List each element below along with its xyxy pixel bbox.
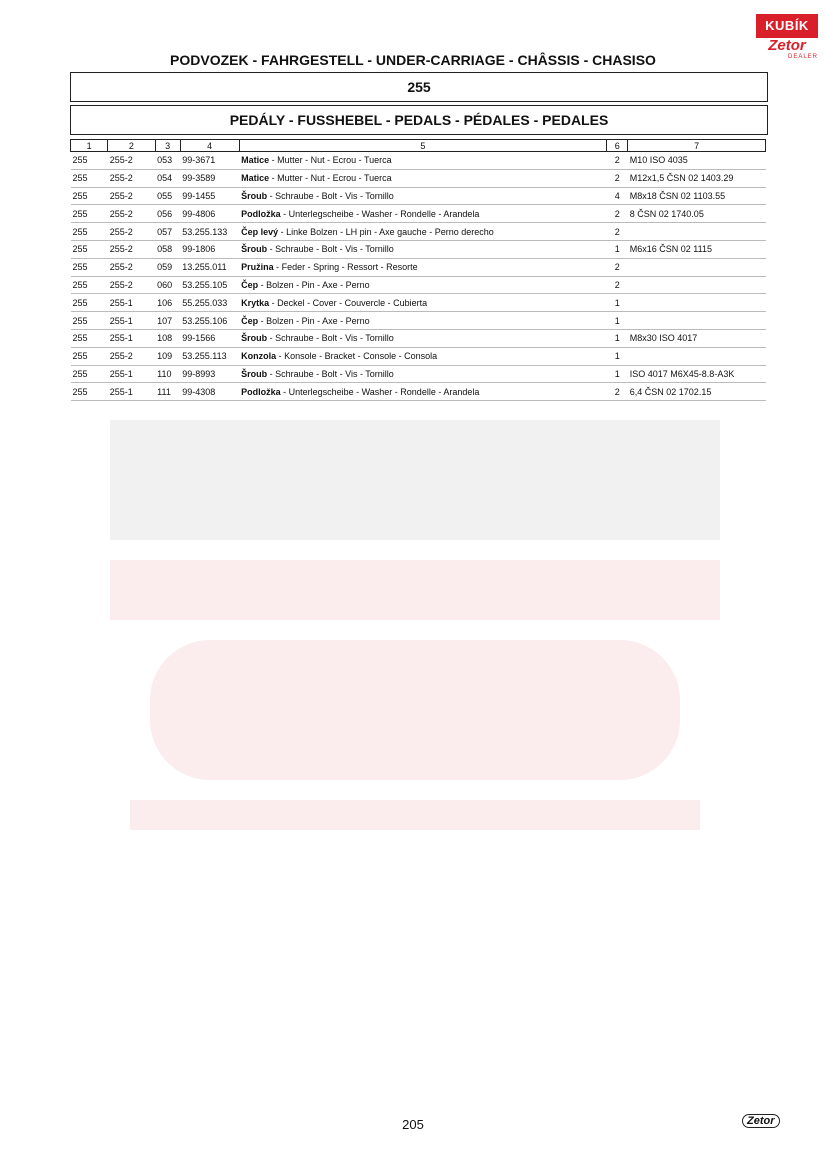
cell-c1: 255: [71, 312, 108, 330]
cell-c4: 53.255.106: [180, 312, 239, 330]
table-row: [71, 240, 766, 258]
cell-description: [239, 169, 607, 187]
cell-c7: [628, 223, 766, 241]
cell-c1: 255: [71, 240, 108, 258]
description-czech: Šroub: [241, 333, 268, 344]
description-translations: - Unterlegscheibe - Washer - Rondelle - Arandela: [280, 208, 480, 219]
description-czech: Pružina: [241, 262, 274, 273]
table-row: [71, 294, 766, 312]
cell-description: [239, 152, 607, 170]
cell-c6: 1: [607, 240, 628, 258]
description-translations: - Deckel - Cover - Couvercle - Cubierta: [269, 297, 428, 308]
column-header: 3: [155, 140, 180, 152]
cell-c3: 109: [155, 347, 180, 365]
cell-description: [239, 258, 607, 276]
description-czech: Šroub: [241, 244, 268, 255]
column-header: 2: [108, 140, 155, 152]
cell-description: [239, 276, 607, 294]
cell-c1: 255: [71, 276, 108, 294]
cell-c2: 255-2: [108, 347, 155, 365]
cell-c6: 1: [607, 294, 628, 312]
cell-description: [239, 383, 607, 401]
cell-description: [239, 223, 607, 241]
cell-description: [239, 187, 607, 205]
cell-c7: M6x16 ČSN 02 1115: [628, 240, 766, 258]
description-czech: Čep: [241, 279, 259, 290]
cell-c2: 255-1: [108, 365, 155, 383]
column-header: 5: [239, 140, 607, 152]
cell-c4: 53.255.133: [180, 223, 239, 241]
cell-c6: 2: [607, 258, 628, 276]
cell-c6: 2: [607, 152, 628, 170]
description-translations: - Schraube - Bolt - Vis - Tornillo: [267, 190, 394, 201]
description-translations: - Mutter - Nut - Ecrou - Tuerca: [269, 155, 392, 166]
description-czech: Čep levý: [241, 226, 279, 237]
cell-c1: 255: [71, 187, 108, 205]
cell-c4: 99-4806: [180, 205, 239, 223]
page-title: PODVOZEK - FAHRGESTELL - UNDER-CARRIAGE - CHÂSSIS - CHASISO: [170, 52, 656, 68]
table-row: [71, 276, 766, 294]
page-number: 205: [402, 1117, 424, 1132]
table-row: [71, 312, 766, 330]
description-translations: - Linke Bolzen - LH pin - Axe gauche - Perno derecho: [278, 226, 494, 237]
table-row: [71, 329, 766, 347]
column-header: 6: [607, 140, 628, 152]
logo-kubik: KUBÍK: [756, 14, 818, 38]
cell-description: [239, 240, 607, 258]
cell-c7: [628, 294, 766, 312]
cell-c4: 99-3671: [180, 152, 239, 170]
cell-c2: 255-2: [108, 205, 155, 223]
cell-c1: 255: [71, 294, 108, 312]
description-translations: - Unterlegscheibe - Washer - Rondelle - Arandela: [280, 386, 480, 397]
table-row: [71, 383, 766, 401]
cell-c4: 99-4308: [180, 383, 239, 401]
cell-description: [239, 347, 607, 365]
cell-c6: 1: [607, 347, 628, 365]
logo-zetor: Zetor: [768, 37, 806, 54]
cell-c2: 255-1: [108, 383, 155, 401]
cell-c7: [628, 312, 766, 330]
cell-c6: 2: [607, 205, 628, 223]
cell-c1: 255: [71, 169, 108, 187]
cell-c3: 110: [155, 365, 180, 383]
description-czech: Konzola: [241, 351, 277, 362]
cell-c4: 99-1566: [180, 329, 239, 347]
description-translations: - Schraube - Bolt - Vis - Tornillo: [267, 244, 394, 255]
cell-c6: 4: [607, 187, 628, 205]
cell-c3: 058: [155, 240, 180, 258]
cell-c2: 255-2: [108, 187, 155, 205]
cell-c4: 53.255.105: [180, 276, 239, 294]
description-translations: - Feder - Spring - Ressort - Resorte: [273, 262, 418, 273]
table-header: [71, 140, 766, 152]
cell-c7: M8x30 ISO 4017: [628, 329, 766, 347]
table-row: [71, 187, 766, 205]
cell-c7: M12x1,5 ČSN 02 1403.29: [628, 169, 766, 187]
cell-c1: 255: [71, 152, 108, 170]
cell-c1: 255: [71, 365, 108, 383]
cell-c3: 059: [155, 258, 180, 276]
cell-c7: M8x18 ČSN 02 1103.55: [628, 187, 766, 205]
cell-c3: 054: [155, 169, 180, 187]
description-translations: - Schraube - Bolt - Vis - Tornillo: [267, 333, 394, 344]
cell-c1: 255: [71, 223, 108, 241]
footer-zetor-logo: Zetor: [742, 1114, 780, 1128]
cell-c6: 2: [607, 169, 628, 187]
table-row: [71, 347, 766, 365]
cell-c6: 2: [607, 276, 628, 294]
table-row: [71, 258, 766, 276]
cell-description: [239, 329, 607, 347]
description-translations: - Konsole - Bracket - Console - Consola: [276, 351, 438, 362]
cell-c7: M10 ISO 4035: [628, 152, 766, 170]
description-translations: - Bolzen - Pin - Axe - Perno: [258, 315, 370, 326]
cell-c2: 255-2: [108, 240, 155, 258]
table-row: [71, 205, 766, 223]
description-translations: - Bolzen - Pin - Axe - Perno: [258, 279, 370, 290]
cell-c4: 99-1455: [180, 187, 239, 205]
cell-c3: 111: [155, 383, 180, 401]
cell-c1: 255: [71, 383, 108, 401]
description-czech: Matice: [241, 155, 270, 166]
cell-c1: 255: [71, 329, 108, 347]
cell-c4: 99-1806: [180, 240, 239, 258]
cell-description: [239, 205, 607, 223]
cell-c2: 255-2: [108, 223, 155, 241]
cell-c7: ISO 4017 M6X45-8.8-A3K: [628, 365, 766, 383]
cell-c6: 2: [607, 383, 628, 401]
table-row: [71, 152, 766, 170]
cell-c6: 1: [607, 312, 628, 330]
cell-c3: 106: [155, 294, 180, 312]
column-header: 1: [71, 140, 108, 152]
description-czech: Čep: [241, 315, 259, 326]
description-czech: Šroub: [241, 368, 268, 379]
cell-c3: 056: [155, 205, 180, 223]
table-row: [71, 169, 766, 187]
section-subtitle: PEDÁLY - FUSSHEBEL - PEDALS - PÉDALES - PEDALES: [70, 105, 768, 135]
cell-description: [239, 365, 607, 383]
cell-c4: 99-8993: [180, 365, 239, 383]
cell-c1: 255: [71, 205, 108, 223]
cell-c7: [628, 258, 766, 276]
column-header: 7: [628, 140, 766, 152]
cell-c2: 255-1: [108, 329, 155, 347]
cell-c1: 255: [71, 258, 108, 276]
description-czech: Podložka: [241, 386, 281, 397]
cell-c7: 8 ČSN 02 1740.05: [628, 205, 766, 223]
cell-c4: 53.255.113: [180, 347, 239, 365]
cell-c2: 255-1: [108, 312, 155, 330]
description-translations: - Schraube - Bolt - Vis - Tornillo: [267, 368, 394, 379]
cell-c2: 255-2: [108, 152, 155, 170]
description-translations: - Mutter - Nut - Ecrou - Tuerca: [269, 173, 392, 184]
cell-c6: 1: [607, 365, 628, 383]
cell-description: [239, 312, 607, 330]
description-czech: Podložka: [241, 208, 281, 219]
cell-c4: 99-3589: [180, 169, 239, 187]
cell-description: [239, 294, 607, 312]
cell-c3: 108: [155, 329, 180, 347]
cell-c7: [628, 347, 766, 365]
group-number: 255: [70, 72, 768, 102]
cell-c3: 055: [155, 187, 180, 205]
cell-c3: 053: [155, 152, 180, 170]
cell-c2: 255-2: [108, 169, 155, 187]
description-czech: Krytka: [241, 297, 270, 308]
cell-c2: 255-2: [108, 258, 155, 276]
cell-c4: 13.255.011: [180, 258, 239, 276]
cell-c2: 255-2: [108, 276, 155, 294]
cell-c3: 060: [155, 276, 180, 294]
cell-c3: 057: [155, 223, 180, 241]
cell-c7: [628, 276, 766, 294]
cell-c7: 6,4 ČSN 02 1702.15: [628, 383, 766, 401]
column-header: 4: [180, 140, 239, 152]
table-row: [71, 223, 766, 241]
cell-c2: 255-1: [108, 294, 155, 312]
parts-table: [70, 139, 766, 401]
table-row: [71, 365, 766, 383]
watermark-logo: [110, 420, 720, 860]
logo-dealer: DEALER: [787, 54, 818, 60]
cell-c6: 2: [607, 223, 628, 241]
cell-c4: 55.255.033: [180, 294, 239, 312]
description-czech: Matice: [241, 173, 270, 184]
description-czech: Šroub: [241, 190, 268, 201]
cell-c3: 107: [155, 312, 180, 330]
cell-c6: 1: [607, 329, 628, 347]
cell-c1: 255: [71, 347, 108, 365]
